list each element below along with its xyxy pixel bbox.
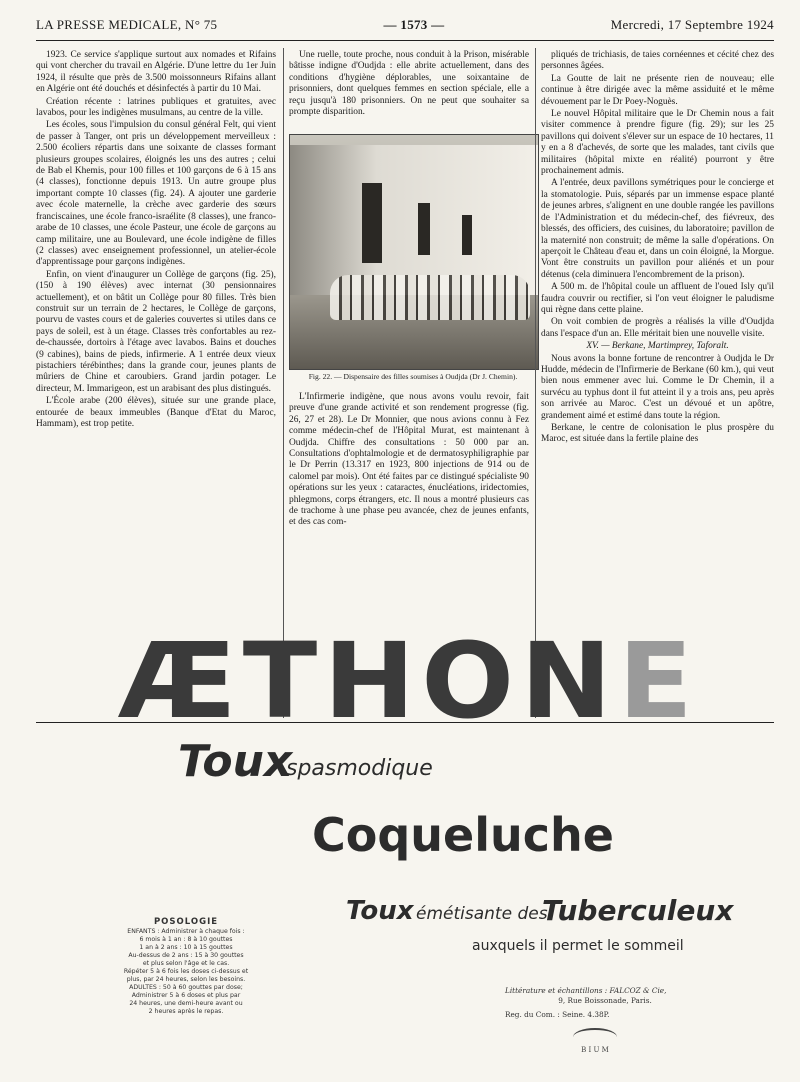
paragraph: A 500 m. de l'hôpital coule un affluent de l'oued Isly qu'il faudra couvrir ou rectifier, si l'on veut éloigner le paludisme qui règne dans cette plaine. — [541, 282, 774, 315]
paragraph: A l'entrée, deux pavillons symétriques pour le concierge et la stomatologie. Puis, séparés par un immense espace planté de jeunes arbres, s'alignent en une double rangée les pavillons de l'Administration et du médecin-chef, des fiévreux, des blessés, des officiers, des cuisines, du laboratoire; pavillon de la maternité non construit; de même la salle d'opérations. On aperçoit le Château d'eau et, dans un coin éloigné, la Morgue. Vont être construits un pavillon pour aliénés et un pour détenus (cela diminuera l'encombrement de la prison). — [541, 178, 774, 280]
ad-coqueluche: Coqueluche — [312, 808, 614, 862]
column-2-bottom — [289, 392, 529, 530]
figure-22-photo — [289, 134, 539, 370]
posologie-line: 6 mois à 1 an : 8 à 10 gouttes — [139, 936, 233, 943]
paragraph: La Goutte de lait ne présente rien de nouveau; elle continue à être dirigée avec la même assiduité et le même dévouement par le Dr Poey-Noguès. — [541, 73, 774, 107]
paragraph: 1923. Ce service s'applique surtout aux nomades et Rifains qui vont chercher du travail en Algérie. D'une lettre du 1er Juin 1924, il résulte que près de 3.500 moissonneurs Rifains allant en Algérie ont été douchés et désinfectés à partir du 10 Mai. — [36, 50, 276, 95]
paragraph: Les écoles, sous l'impulsion du consul général Felt, qui vient de passer à Tanger, ont pris un développement merveilleux : 2.500 écoliers répartis dans une soixante de classes formant plusieurs groupes scolaires, éloignés les uns des autres ; celui de Bab el Khemis, pour 100 filles et 100 garçons de 6 à 15 ans (4 classes), fonctionne depuis 1913. Un autre groupe plus important compte 10 classes (fig. 24). A ajouter une garderie avec école maternelle, la crèche avec garderie des sœurs franciscaines, une école franco-israélite (8 classes), une franco-arabe de 10 classes, une école Pasteur, une école de garçons au camp militaire, une au Boulevard, une école indigène de filles (2 classes) avec enseignement professionnel, un atelier-école d'apprentissage pour garçons indigènes. — [36, 120, 276, 268]
paragraph: L'École arabe (200 élèves), située sur une grande place, entourée de beaux immeubles (Banque d'Etat du Maroc, Hammam), est trop petite. — [36, 396, 276, 429]
column-3 — [541, 50, 774, 447]
imprint-line: Littérature et échantillons : FALCOZ & Cie, — [505, 986, 667, 995]
section-heading: XV. — Berkane, Martimprey, Taforalt. — [586, 341, 729, 352]
ad-tuberculeux: Tuberculeux — [542, 894, 734, 927]
posologie-line: ADULTES : 50 à 60 gouttes par dose; — [129, 984, 243, 991]
logo-arc — [573, 1028, 617, 1046]
posologie-line: 1 an à 2 ans : 10 à 15 gouttes — [139, 944, 233, 951]
photo-window — [418, 203, 430, 255]
header-rule — [36, 40, 774, 41]
posologie-line: plus, par 24 heures, selon les besoins. — [126, 976, 246, 983]
figure-caption: Fig. 22. — Dispensaire des filles soumises à Oudjda (Dr J. Chemin). — [308, 372, 518, 381]
page-header — [36, 14, 774, 36]
posologie-title: POSOLOGIE — [153, 917, 219, 927]
posologie-line: Au-dessus de 2 ans : 15 à 30 gouttes — [128, 952, 244, 959]
logo-text: B I U M — [581, 1046, 609, 1054]
ad-imprint — [505, 986, 705, 1020]
paragraph: pliqués de trichiasis, de taies cornéennes et cécité chez des personnes âgées. — [541, 50, 774, 72]
biu-logo — [565, 1028, 625, 1060]
posologie-line: Répéter 5 à 6 fois les doses ci-dessus et — [123, 968, 249, 975]
paragraph: Enfin, on vient d'inaugurer un Collège de garçons (fig. 25), (150 à 190 élèves) avec internat (30 pensionnaires actuellement), et on bâtit un Collège pour 80 filles. Très bien construit sur un terrain de 2 hectares, le Collège de garçons, pourvu de vastes cours et de galeries couvertes si utiles dans ce pays de soleil, est à un étage. Classes très confortables au rez-de-chaussée, dortoirs à l'étage avec lavabos. Bains et douches (9 cabines), bains de pieds, infirmerie. A 1 entrée deux vieux pistachiers térébinthes; dans la grande cour, jeunes plants de mûriers de Chine et caroubiers. Grand jardin potager. Le directeur, M. Immarigeon, est un arabisant des plus distingués. — [36, 269, 276, 394]
ad-toux-big: Toux — [178, 736, 293, 787]
photo-window — [462, 215, 472, 255]
photo-seated-women — [330, 275, 530, 320]
paragraph: Une ruelle, toute proche, nous conduit à la Prison, misérable bâtisse indigne d'Oudjda : elle abrite actuellement, dans des conditions d'hygiène déplorables, une soixantaine de prisonniers, dont quelques femmes en section spéciale, elle a reçu jusqu'à 180 prisonniers. On ne peut que souhaiter sa prompte disparition. — [289, 50, 529, 118]
aethone-brand — [118, 620, 748, 742]
posologie-block — [96, 918, 276, 1016]
column-divider — [283, 48, 284, 718]
ad-sommeil: auxquels il permet le sommeil — [472, 938, 684, 954]
page-number: — 1573 — — [383, 17, 445, 32]
paragraph: Création récente : latrines publiques et gratuites, avec lavabos, pour les indigènes musulmans, au centre de la ville. — [36, 96, 276, 119]
posologie-line: Administrer 5 à 6 doses et plus par — [131, 992, 241, 999]
paragraph: Nous avons la bonne fortune de rencontrer à Oudjda le Dr Hudde, médecin de l'Infirmerie de Berkane (60 km.), qui veut bien nous emmener avec lui. Comme le Dr Chemin, il a survécu au typhus dont il fut atteint il y a trois ans, peu après son arrivée au Maroc. C'est un dévoué et un apôtre, grandement aimé et estimé dans toute la région. — [541, 353, 774, 421]
imprint-line: Reg. du Com. : Seine. 4.38P. — [505, 1010, 610, 1019]
column-2-top — [289, 50, 529, 119]
brand-text-light: E — [618, 620, 699, 742]
posologie-line: 24 heures, une demi-heure avant ou — [129, 1000, 243, 1007]
paragraph: L'Infirmerie indigène, que nous avons voulu revoir, fait preuve d'une grande activité et son rendement progresse (fig. 26, 27 et 28). Le Dr Monnier, que nous avions connu à Fez comme médecin-chef de l'Hôpital Murat, est maintenant à Oudjda. Chiffre des consultations : 50 000 par an. Consultations d'ophtalmologie et de dermatosyphiligraphie par le Dr Perrin (13.317 en 1923, 800 injections de 914 ou de calomel par mois). Ont été faites par ce distingué spécialiste 90 opérations sur les yeux : cataractes, énucléations, iridectomies, phlegmons, corps étrangers, etc. Il nous a montré plusieurs cas de trachome à une phase peu avancée, chez de jeunes enfants, et des cas com- — [289, 392, 529, 528]
photo-doorway — [362, 183, 382, 263]
paragraph: Berkane, le centre de colonisation le plus prospère du Maroc, est située dans la fertile plaine des — [541, 423, 774, 445]
posologie-line: et plus selon l'âge et le cas. — [142, 960, 230, 967]
posologie-line: 2 heures après le repas. — [148, 1008, 224, 1015]
photo-building-wall — [290, 145, 538, 295]
issue-date: Mercredi, 17 Septembre 1924 — [610, 17, 774, 32]
imprint-line: 9, Rue Boissonade, Paris. — [558, 996, 652, 1005]
journal-title: LA PRESSE MEDICALE, N° 75 — [36, 17, 218, 32]
column-1 — [36, 50, 276, 431]
column-divider — [535, 48, 536, 718]
paragraph: On voit combien de progrès a réalisés la ville d'Oudjda dans l'espace d'un an. Elle méritait bien une nouvelle visite. — [541, 317, 774, 339]
ad-spasmodique: spasmodique — [286, 756, 433, 781]
ad-emetisante: émétisante des — [416, 904, 548, 924]
brand-text: ÆTHON — [118, 620, 619, 742]
paragraph: Le nouvel Hôpital militaire que le Dr Chemin nous a fait visiter commence à prendre figure (fig. 29); sur les 25 pavillons qui doivent s'élever sur un espace de 10 hectares, 11 y en a 8 d'achevés, de sorte que les malades, tant civils que militaires (hôpital mixte en réalité) pourront y être prochainement admis. — [541, 109, 774, 177]
ad-toux-second: Toux — [346, 896, 414, 926]
posologie-line: ENFANTS : Administrer à chaque fois : — [127, 928, 245, 935]
